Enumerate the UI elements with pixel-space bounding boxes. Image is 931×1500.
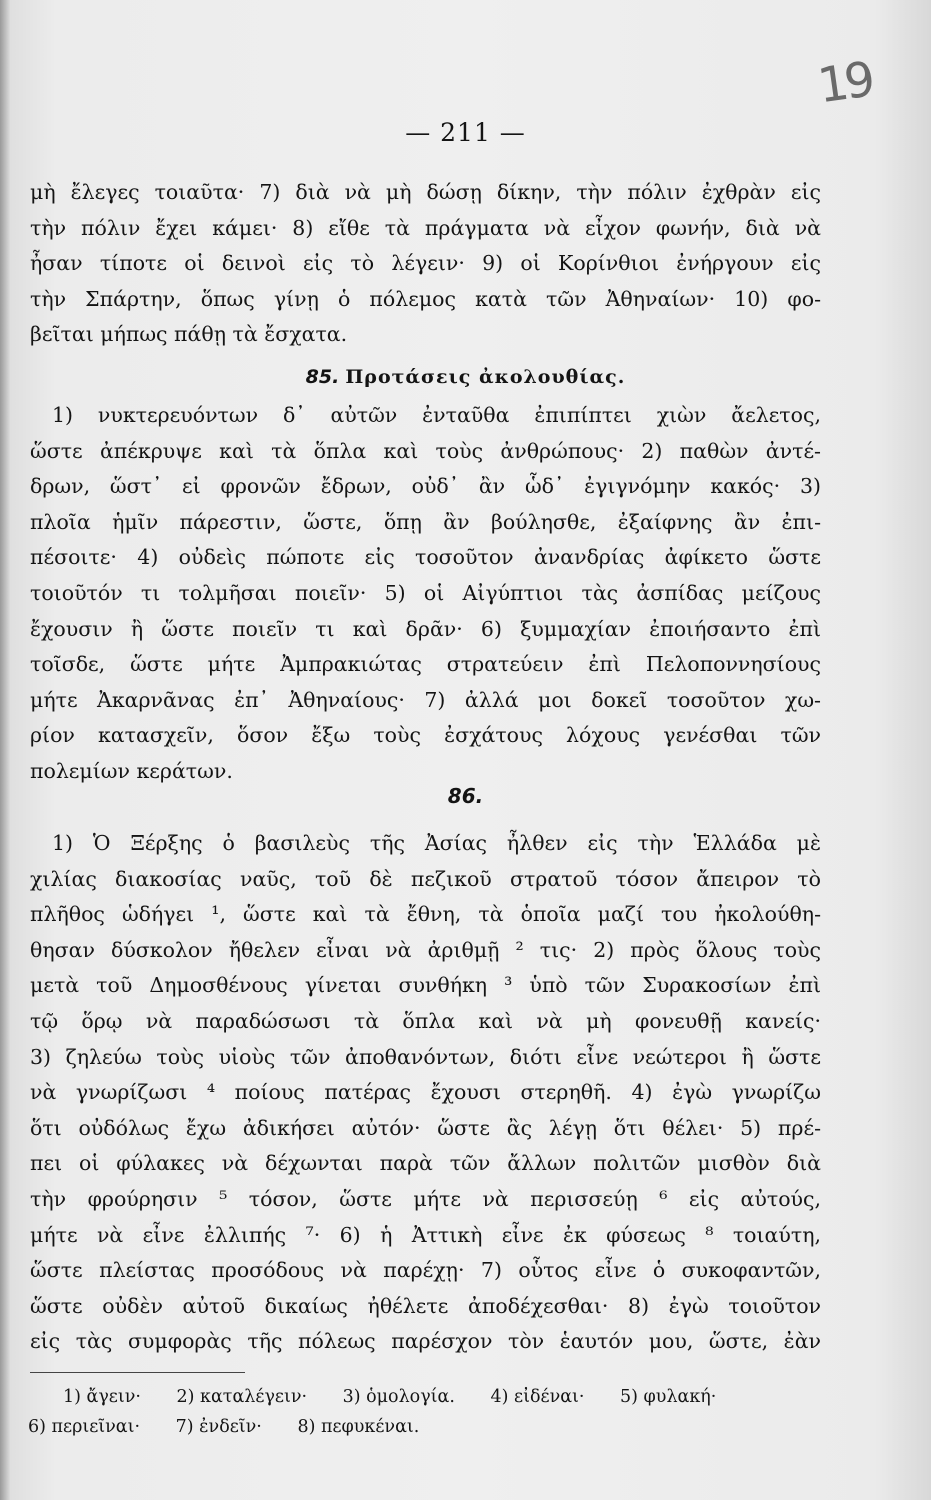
- text-line: εἰς τὰς συμφορὰς τῆς πόλεως παρέσχον τὸν ἑαυτόν μου, ὥστε, ἐὰν: [30, 1329, 821, 1354]
- text-line: μήτε νὰ εἶνε ἐλλιπής ⁷· 6) ἡ Ἀττικὴ εἶνε ἐκ φύσεως ⁸ τοιαύτη,: [30, 1222, 821, 1247]
- footnote: 1) ἄγειν·: [63, 1387, 141, 1407]
- footnote: 2) καταλέγειν·: [176, 1387, 308, 1407]
- text-line: νὰ γνωρίζωσι ⁴ ποίους πατέρας ἔχουσι στερηθῆ. 4) ἐγὼ γνωρίζω: [30, 1080, 821, 1105]
- text-line: δρων, ὥστ᾽ εἰ φρονῶν ἔδρων, οὐδ᾽ ἂν ὧδ᾽ ἐγιγνόμην κακός· 3): [30, 474, 821, 499]
- section-number: 85.: [305, 366, 340, 388]
- paragraph-continuation: [30, 175, 821, 353]
- footnote: 8) πεφυκέναι.: [297, 1417, 420, 1437]
- paragraph-section-86: [30, 826, 821, 1360]
- text-line: ὥστε ἀπέκρυψε καὶ τὰ ὅπλα καὶ τοὺς ἀνθρώπους· 2) παθὼν ἀντέ-: [30, 438, 821, 463]
- handwritten-corner-mark: 19: [814, 51, 875, 115]
- text-line: ὅτι οὐδόλως ἔχω ἀδικήσει αὐτόν· ὥστε ἂς λέγῃ ὅτι θέλει· 5) πρέ-: [30, 1115, 821, 1140]
- text-line: ἦσαν τίποτε οἱ δεινοὶ εἰς τὸ λέγειν· 9) οἱ Κορίνθιοι ἐνήργουν εἰς: [30, 251, 821, 276]
- text-line: 3) ζηλεύω τοὺς υἱοὺς τῶν ἀποθανόντων, διότι εἶνε νεώτεροι ἢ ὥστε: [30, 1044, 821, 1069]
- section-heading-86: 86.: [447, 784, 484, 808]
- text-line: ὥστε πλείστας προσόδους νὰ παρέχῃ· 7) οὗτος εἶνε ὁ συκοφαντῶν,: [30, 1258, 821, 1283]
- text-line: πει οἱ φύλακες νὰ δέχωνται παρὰ τῶν ἄλλων πολιτῶν μισθὸν διὰ: [30, 1151, 821, 1176]
- text-line: ὥστε οὐδὲν αὐτοῦ δικαίως ἠθέλετε ἀποδέχεσθαι· 8) ἐγὼ τοιοῦτον: [30, 1293, 821, 1318]
- text-line: τοῖσδε, ὥστε μήτε Ἀμπρακιώτας στρατεύειν ἐπὶ Πελοποννησίους: [30, 652, 821, 677]
- text-line: πολεμίων κεράτων.: [30, 758, 233, 783]
- footnotes: [28, 1382, 828, 1442]
- footnote: 4) εἰδέναι·: [490, 1387, 585, 1407]
- text-line: μετὰ τοῦ Δημοσθένους γίνεται συνθήκη ³ ὑπὸ τῶν Συρακοσίων ἐπὶ: [30, 973, 821, 998]
- text-line: 1) νυκτερευόντων δ᾽ αὐτῶν ἐνταῦθα ἐπιπίπτει χιὼν ἄελετος,: [52, 403, 821, 427]
- text-line: πέσοιτε· 4) οὐδεὶς πώποτε εἰς τοσοῦτον ἀνανδρίας ἀφίκετο ὥστε: [30, 545, 821, 570]
- footnote: 6) περιεῖναι·: [28, 1417, 141, 1437]
- text-line: τὴν Σπάρτην, ὅπως γίνῃ ὁ πόλεμος κατὰ τῶν Ἀθηναίων· 10) φο-: [30, 286, 821, 311]
- text-line: τὴν πόλιν ἔχει κάμει· 8) εἴθε τὰ πράγματα νὰ εἶχον φωνήν, διὰ νὰ: [30, 215, 821, 240]
- page-edge-shadow: [0, 0, 10, 1500]
- text-line: τοιοῦτόν τι τολμῆσαι ποιεῖν· 5) οἱ Αἰγύπτιοι τὰς ἀσπίδας μείζους: [30, 580, 821, 605]
- text-line: ρίον κατασχεῖν, ὅσον ἔξω τοὺς ἐσχάτους λόχους γενέσθαι τῶν: [30, 723, 821, 748]
- footnote: 5) φυλακή·: [620, 1387, 717, 1407]
- text-line: τὴν φρούρησιν ⁵ τόσον, ὥστε μήτε νὰ περισσεύῃ ⁶ εἰς αὐτούς,: [30, 1186, 821, 1211]
- footnote-divider: [30, 1372, 245, 1373]
- footnote: 7) ἐνδεῖν·: [175, 1417, 262, 1437]
- text-line: τῷ ὅρῳ νὰ παραδώσωσι τὰ ὅπλα καὶ νὰ μὴ φονευθῇ κανείς·: [30, 1008, 821, 1033]
- text-line: βεῖται μήπως πάθῃ τὰ ἔσχατα.: [30, 322, 348, 347]
- text-line: πλῆθος ὡδήγει ¹, ὥστε καὶ τὰ ἔθνη, τὰ ὁποῖα μαζί του ἠκολούθη-: [30, 902, 821, 927]
- footnote-row: [28, 1382, 828, 1412]
- section-title: Προτάσεις ἀκολουθίας.: [345, 366, 626, 388]
- footnote: 3) ὁμολογία.: [342, 1387, 455, 1407]
- text-line: μὴ ἔλεγες τοιαῦτα· 7) διὰ νὰ μὴ δώσῃ δίκην, τὴν πόλιν ἐχθρὰν εἰς: [30, 180, 821, 204]
- text-line: 1) Ὁ Ξέρξης ὁ βασιλεὺς τῆς Ἀσίας ἦλθεν εἰς τὴν Ἑλλάδα μὲ: [52, 831, 821, 855]
- page-number: — 211 —: [405, 118, 526, 147]
- footnote-row: [28, 1412, 828, 1442]
- paragraph-section-85: [30, 398, 821, 790]
- section-heading-85: [0, 366, 931, 388]
- text-line: χιλίας διακοσίας ναῦς, τοῦ δὲ πεζικοῦ στρατοῦ τόσον ἄπειρον τὸ: [30, 866, 821, 891]
- text-line: μήτε Ἀκαρνᾶνας ἐπ᾽ Ἀθηναίους· 7) ἀλλά μοι δοκεῖ τοσοῦτον χω-: [30, 687, 821, 712]
- text-line: θησαν δύσκολον ἤθελεν εἶναι νὰ ἀριθμῇ ² τις· 2) πρὸς ὅλους τοὺς: [30, 937, 821, 962]
- text-line: πλοῖα ἡμῖν πάρεστιν, ὥστε, ὅπῃ ἂν βούλησθε, ἐξαίφνης ἂν ἐπι-: [30, 509, 821, 534]
- text-line: ἔχουσιν ἢ ὥστε ποιεῖν τι καὶ δρᾶν· 6) ξυμμαχίαν ἐποιήσαντο ἐπὶ: [30, 616, 821, 641]
